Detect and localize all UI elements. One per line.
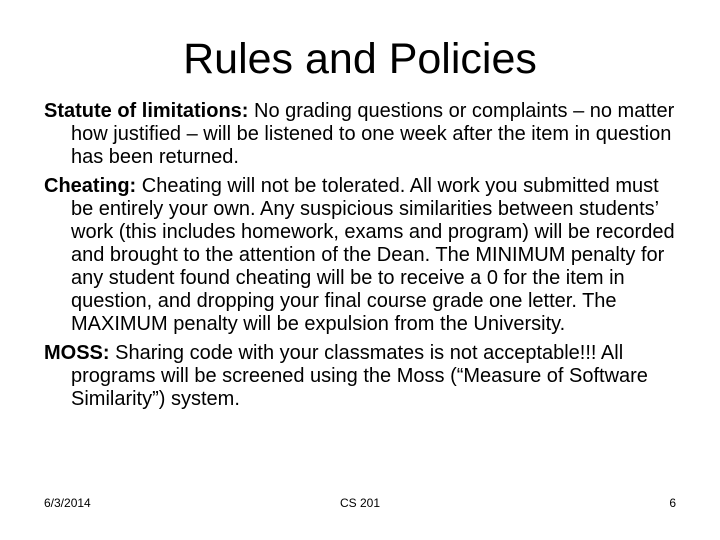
bullet-text: Sharing code with your classmates is not acceptable!!! All programs will be screened using the Moss (“Measure of Software Similarity”) system. — [71, 342, 648, 410]
footer-page-number: 6 — [669, 496, 676, 510]
bullet-text: Cheating will not be tolerated. All work you submitted must be entirely your own. Any suspicious similarities between students’ work (this includes homework, exams and program) will be recorded and brought to the attention of the Dean. The MINIMUM penalty for any student found cheating will be to receive a 0 for the item in question, and dropping your final course grade one letter. The MAXIMUM penalty will be expulsion from the University. — [71, 175, 675, 335]
bullet-cheating — [44, 175, 684, 336]
bullet-moss — [44, 342, 684, 411]
bullet-text: No grading questions or complaints – no matter how justified – will be listened to one week after the item in question has been returned. — [71, 100, 675, 168]
bullet-statute-of-limitations — [44, 100, 684, 169]
footer-date: 6/3/2014 — [44, 496, 91, 510]
footer-course: CS 201 — [339, 496, 381, 510]
slide-content — [44, 100, 684, 417]
bullet-term: MOSS: — [44, 342, 110, 364]
bullet-term: Statute of limitations: — [44, 100, 249, 122]
bullet-term: Cheating: — [44, 175, 137, 197]
slide-title: Rules and Policies — [183, 35, 537, 83]
